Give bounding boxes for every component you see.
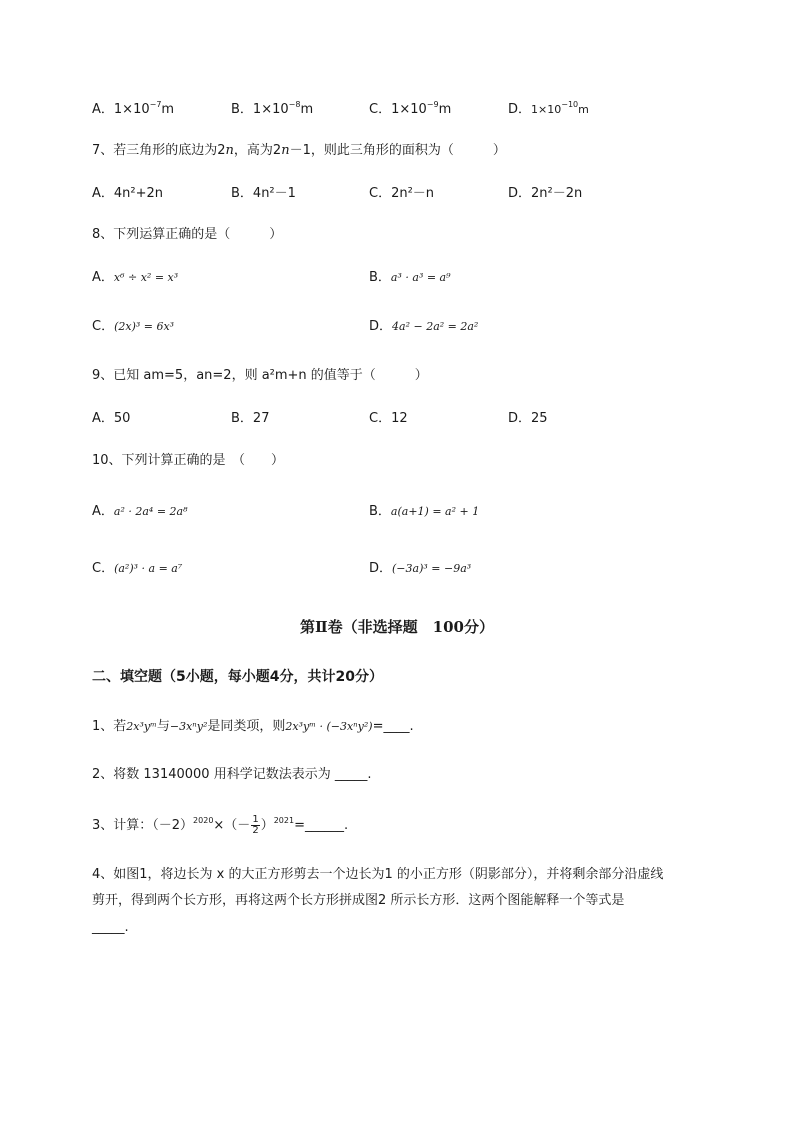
q6-option-c: C．$1\times 10^{-9}m$: [369, 100, 452, 117]
fill-q2: 2、将数 13140000 用科学记数法表示为 _____.: [92, 767, 372, 782]
q9-option-d: D．25: [508, 411, 548, 426]
q8-stem: 8、下列运算正确的是（ ）: [92, 227, 283, 242]
q10-stem: 10、下列计算正确的是 （ ）: [92, 453, 285, 468]
q8-option-c: C．(2x)³ = 6x³: [92, 319, 175, 334]
q6-option-b: B．$1\times 10^{-8}m$: [231, 100, 314, 117]
q9-option-a: A．50: [92, 411, 131, 426]
fill-q4-line3: _____.: [92, 920, 129, 935]
q10-option-d: D．(−3a)³ = −9a³: [369, 561, 472, 576]
fill-q3: 3、计算：$(-2)^{2020}\times(-$ $\frac{1}{2}$ ）$^{2021}$=______.: [92, 814, 349, 836]
q9-option-b: B．27: [231, 411, 270, 426]
q9-option-c: C．12: [369, 411, 408, 426]
fill-q4-line2: 剪开，得到两个长方形，再将这两个长方形拼成图2 所示长方形．这两个图能解释一个等式是: [92, 893, 625, 908]
section-title: 第Ⅱ卷（非选择题 100分）: [300, 618, 494, 636]
q7-stem: 7、若三角形的底边为2n，高为2n－1，则此三角形的面积为（ ）: [92, 143, 506, 158]
q10-option-a: A．a² · 2a⁴ = 2a⁸: [92, 504, 188, 519]
fill-q1: 1、若2x³yᵐ与−3xⁿy²是同类项，则2x³yᵐ · (−3xⁿy²)=____.: [92, 719, 414, 734]
q8-option-a: A．x⁶ ÷ x² = x³: [92, 270, 179, 285]
q10-option-c: C．(a²)³ · a = a⁷: [92, 561, 183, 576]
q7-option-d: D．2n²－2n: [508, 186, 583, 201]
q7-option-c: C．2n²－n: [369, 186, 435, 201]
fill-q4-line1: 4、如图1，将边长为 x 的大正方形剪去一个边长为1 的小正方形（阴影部分），并将剩余部分沿虚线: [92, 867, 664, 882]
q7-option-b: B．4n²－1: [231, 186, 296, 201]
q8-option-b: B．a³ · a³ = a⁹: [369, 270, 451, 285]
q7-option-a: A．4n²+2n: [92, 186, 164, 201]
q9-stem: 9、已知 am=5，an=2，则 a²m+n 的值等于（ ）: [92, 368, 428, 383]
q8-option-d: D．4a² − 2a² = 2a²: [369, 319, 479, 334]
q6-option-d: D．$1\times 10^{-10}m$: [508, 100, 589, 117]
part-title: 二、填空题（5小题，每小题4分，共计20分）: [92, 669, 383, 685]
q10-option-b: B．a(a+1) = a² + 1: [369, 504, 480, 519]
fraction-one-half: $\frac{1}{2}$: [252, 814, 259, 836]
q6-option-a: A．$1\times 10^{-7}m$: [92, 100, 175, 117]
